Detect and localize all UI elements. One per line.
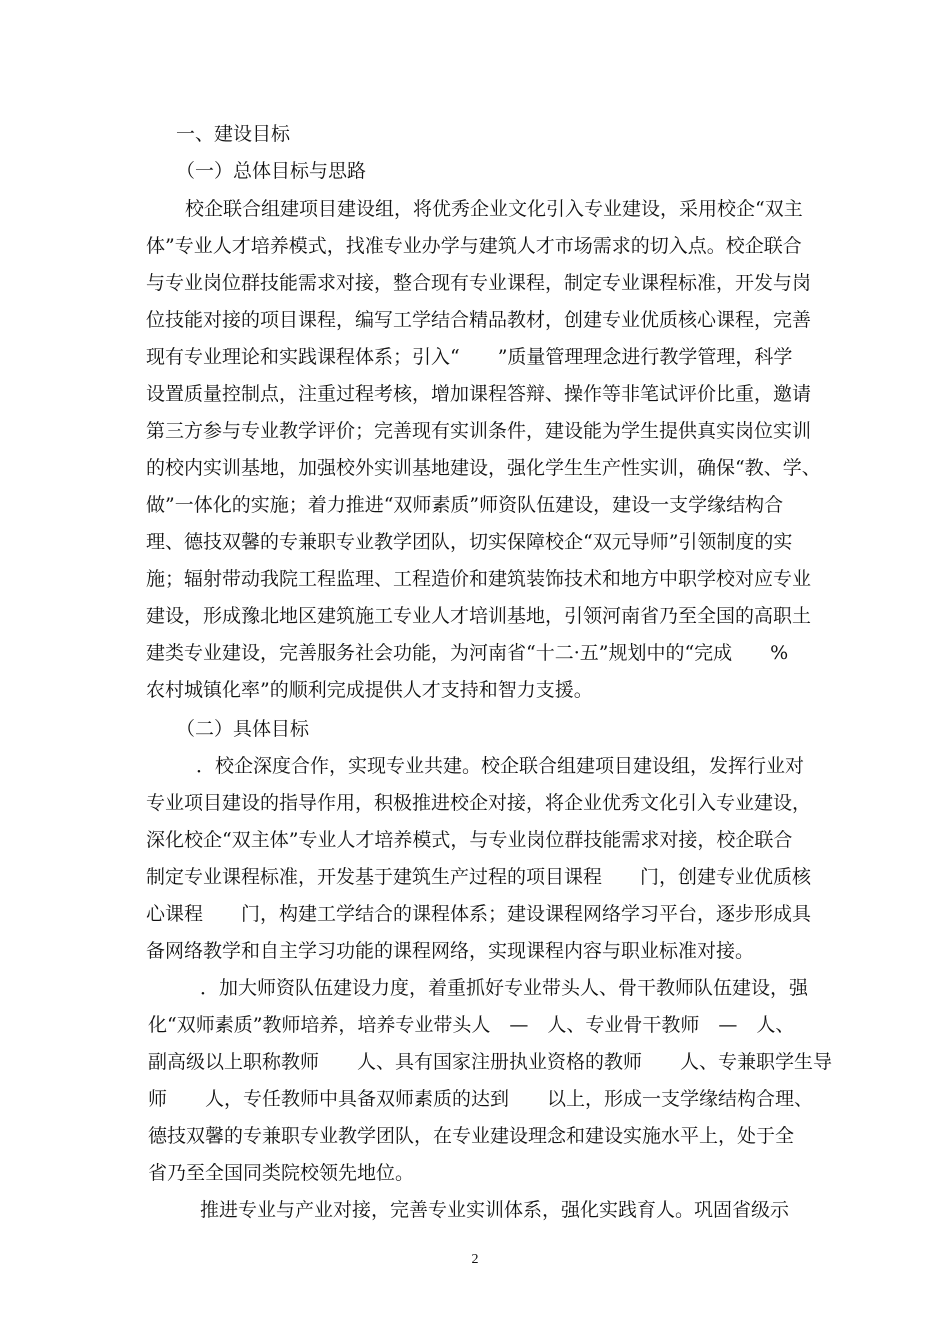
paragraph-line: ．加大师资队伍建设力度，着重抓好专业带头人、骨干教师队伍建设，强 bbox=[200, 977, 809, 999]
paragraph-line: 体”专业人才培养模式，找准专业办学与建筑人才市场需求的切入点。校企联合 bbox=[146, 235, 802, 257]
paragraph-line: 省乃至全国同类院校领先地位。 bbox=[148, 1162, 415, 1184]
paragraph-line: 专业项目建设的指导作用，积极推进校企对接，将企业优秀文化引入专业建设， bbox=[146, 792, 812, 814]
paragraph-line: 位技能对接的项目课程，编写工学结合精品教材，创建专业优质核心课程，完善 bbox=[146, 309, 812, 331]
paragraph-line: 第三方参与专业教学评价；完善现有实训条件，建设能为学生提供真实岗位实训 bbox=[146, 420, 812, 442]
paragraph-line: 师 人，专任教师中具备双师素质的达到 以上，形成一支学缘结构合理、 bbox=[148, 1088, 814, 1110]
paragraph-line: 施；辐射带动我院工程监理、工程造价和建筑装饰技术和地方中职学校对应专业 bbox=[146, 568, 812, 590]
paragraph-line: ．校企深度合作，实现专业共建。校企联合组建项目建设组，发挥行业对 bbox=[196, 755, 805, 777]
page-number: 2 bbox=[471, 1252, 479, 1267]
paragraph-line: 的校内实训基地，加强校外实训基地建设，强化学生生产性实训，确保“教、学、 bbox=[146, 457, 821, 479]
subsection-heading-overall: （一）总体目标与思路 bbox=[176, 160, 367, 182]
paragraph-line: 备网络教学和自主学习功能的课程网络，实现课程内容与职业标准对接。 bbox=[146, 940, 755, 962]
paragraph-line: 推进专业与产业对接，完善专业实训体系，强化实践育人。巩固省级示 bbox=[200, 1199, 790, 1221]
paragraph-line: 副高级以上职称教师 人、具有国家注册执业资格的教师 人、专兼职学生导 bbox=[148, 1051, 833, 1073]
paragraph-line: 制定专业课程标准，开发基于建筑生产过程的项目课程 门，创建专业优质核 bbox=[146, 866, 812, 888]
paragraph-line: 农村城镇化率”的顺利完成提供人才支持和智力支援。 bbox=[146, 679, 593, 701]
paragraph-line: 与专业岗位群技能需求对接，整合现有专业课程，制定专业课程标准，开发与岗 bbox=[146, 272, 812, 294]
paragraph-line: 理、德技双馨的专兼职专业教学团队，切实保障校企“双元导师”引领制度的实 bbox=[146, 531, 793, 553]
paragraph-line: 现有专业理论和实践课程体系；引入“ ”质量管理理念进行教学管理，科学 bbox=[146, 346, 793, 368]
paragraph-line: 化“双师素质”教师培养，培养专业带头人 — 人、专业骨干教师 — 人、 bbox=[148, 1014, 795, 1036]
paragraph-line: 设置质量控制点，注重过程考核，增加课程答辩、操作等非笔试评价比重，邀请 bbox=[146, 383, 812, 405]
paragraph-line: 心课程 门，构建工学结合的课程体系；建设课程网络学习平台，逐步形成具 bbox=[146, 903, 812, 925]
paragraph-line: 德技双馨的专兼职专业教学团队，在专业建设理念和建设实施水平上，处于全 bbox=[148, 1125, 795, 1147]
paragraph-line: 建类专业建设，完善服务社会功能，为河南省“十二·五”规划中的“完成 % bbox=[146, 642, 789, 664]
section-heading: 一、建设目标 bbox=[176, 123, 291, 145]
paragraph-line: 做”一体化的实施；着力推进“双师素质”师资队伍建设，建设一支学缘结构合 bbox=[146, 494, 784, 516]
subsection-heading-specific: （二）具体目标 bbox=[176, 718, 310, 740]
paragraph-line: 深化校企“双主体”专业人才培养模式，与专业岗位群技能需求对接，校企联合 bbox=[146, 829, 793, 851]
paragraph-line: 建设，形成豫北地区建筑施工专业人才培训基地，引领河南省乃至全国的高职土 bbox=[146, 605, 812, 627]
paragraph-line: 校企联合组建项目建设组，将优秀企业文化引入专业建设，采用校企“双主 bbox=[185, 198, 803, 220]
